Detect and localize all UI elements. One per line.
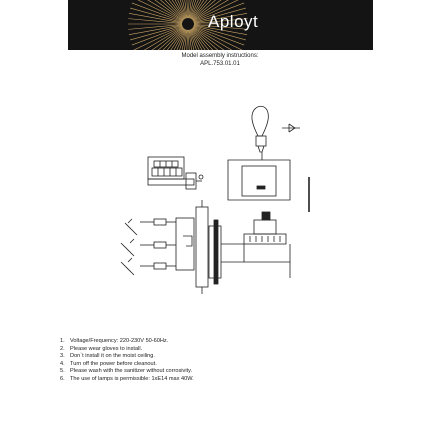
- instruction-text: Please wash with the sanitizer without corrosivity.: [70, 368, 193, 375]
- instruction-text: Turn off the power before cleanout.: [70, 360, 157, 367]
- instructions-list: [60, 338, 390, 384]
- instruction-item: [60, 353, 390, 361]
- instruction-item: [60, 376, 390, 384]
- instruction-item: [60, 338, 390, 346]
- screw-icon: [121, 219, 137, 275]
- lamp-bulb-icon: [252, 106, 268, 152]
- lamp-shade: [228, 152, 309, 212]
- instruction-text: Don`t install it on the moist ceiling.: [70, 353, 155, 360]
- instruction-number: 1.: [60, 338, 65, 344]
- instruction-item: [60, 346, 390, 354]
- instruction-number: 6.: [60, 375, 65, 382]
- instruction-item: [60, 368, 390, 376]
- wall-bracket: [176, 200, 244, 294]
- instruction-item: [60, 361, 390, 369]
- dowel-icon: [140, 219, 176, 269]
- instruction-text: Please wear gloves to install.: [70, 345, 143, 352]
- instruction-text: Voltage/Frequency: 220-230V 50-60Hz.: [70, 338, 169, 344]
- instruction-number: 3.: [60, 353, 65, 360]
- mounting-plate: [148, 157, 203, 189]
- instruction-number: 5.: [60, 368, 65, 375]
- lamp-holder: [244, 212, 290, 278]
- instruction-text: The use of lamps is permissible: 1xE14 max 40W.: [70, 375, 194, 382]
- model-label: Model assembly instructions:: [181, 53, 259, 59]
- screwdriver-icon: [282, 124, 300, 132]
- instruction-number: 2.: [60, 345, 65, 352]
- brand-logo-text: Aployt: [208, 12, 259, 31]
- model-code: APL.753.01.01: [200, 61, 240, 67]
- instruction-number: 4.: [60, 360, 65, 367]
